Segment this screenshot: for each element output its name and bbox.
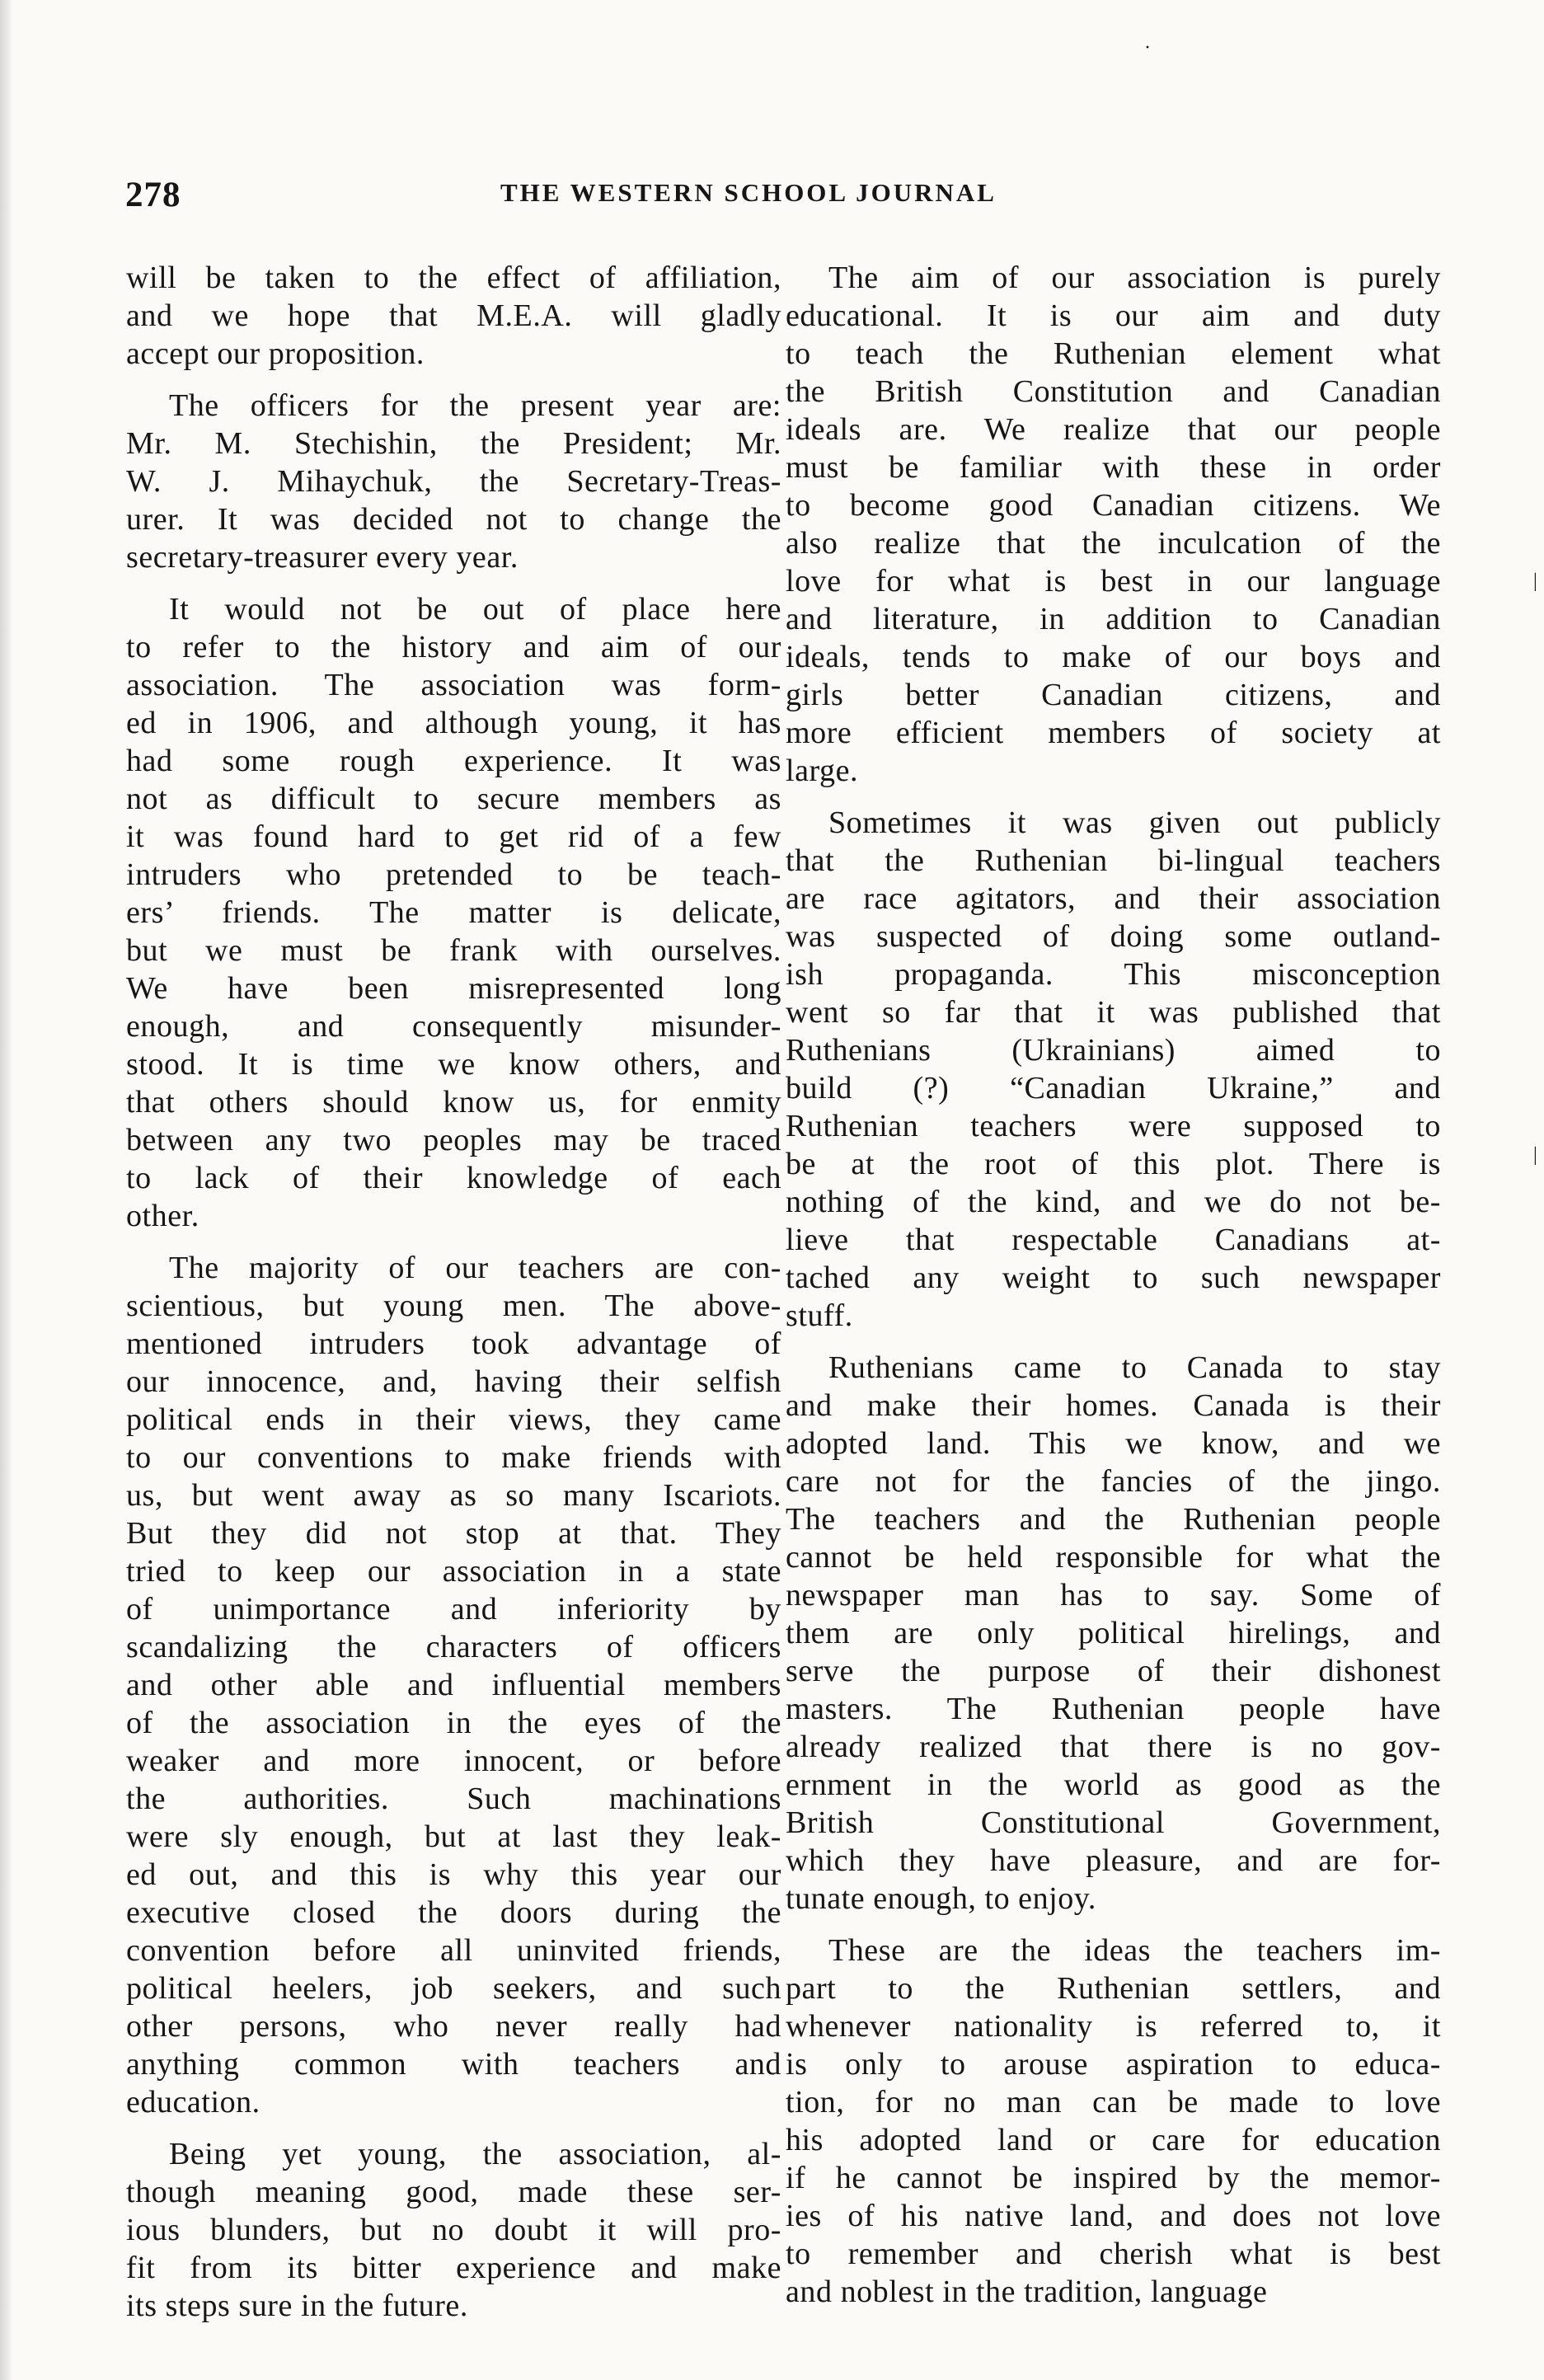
text-line: which they have pleasure, and are for- [786, 1843, 1441, 1878]
paragraph [786, 1932, 1441, 2311]
text-line: It would not be out of place here [169, 592, 781, 627]
text-line: is only to arouse aspiration to educa- [786, 2047, 1441, 2082]
paragraph [786, 804, 1441, 1335]
text-line: anything common with teachers and [126, 2047, 781, 2082]
text-line: stood. It is time we know others, and [126, 1047, 781, 1082]
text-line: that the Ruthenian bi-lingual teachers [786, 843, 1441, 878]
text-line: nothing of the kind, and we do not be- [786, 1185, 1441, 1219]
text-line: also realize that the inculcation of the [786, 526, 1441, 561]
page-number: 278 [125, 176, 181, 214]
text-line: weaker and more innocent, or before [126, 1744, 781, 1778]
text-line: to refer to the history and aim of our [126, 630, 781, 664]
text-line: be at the root of this plot. There is [786, 1147, 1441, 1181]
text-line: We have been misrepresented long [126, 971, 781, 1006]
text-line: lieve that respectable Canadians at- [786, 1223, 1441, 1257]
text-line: cannot be held responsible for what the [786, 1540, 1441, 1575]
text-line: tried to keep our association in a state [126, 1554, 781, 1589]
text-line: The teachers and the Ruthenian people [786, 1502, 1441, 1537]
text-line: between any two peoples may be traced [126, 1123, 781, 1157]
paragraph [126, 2135, 781, 2325]
text-line: accept our proposition. [126, 336, 425, 371]
text-line: care not for the fancies of the jingo. [786, 1464, 1441, 1499]
text-line: executive closed the doors during the [126, 1895, 781, 1930]
text-line: fit from its bitter experience and make [126, 2251, 781, 2285]
text-line: ernment in the world as good as the [786, 1767, 1441, 1802]
text-line: Ruthenian teachers were supposed to [786, 1109, 1441, 1143]
right-column [786, 259, 1441, 2325]
text-line: Being yet young, the association, al- [169, 2137, 781, 2171]
text-line: was suspected of doing some outland- [786, 919, 1441, 954]
text-line: enough, and consequently misunder- [126, 1009, 781, 1044]
scan-speck: · [1144, 37, 1151, 59]
text-line: educational. It is our aim and duty [786, 298, 1441, 333]
text-line: political heelers, job seekers, and such [126, 1971, 781, 2006]
text-line: its steps sure in the future. [126, 2288, 468, 2323]
text-line: had some rough experience. It was [126, 744, 781, 778]
text-line: But they did not stop at that. They [126, 1516, 781, 1551]
running-title: THE WESTERN SCHOOL JOURNAL [500, 178, 997, 207]
text-line: ed out, and this is why this year our [126, 1857, 781, 1892]
text-line: and literature, in addition to Canadian [786, 602, 1441, 636]
text-line: not as difficult to secure members as [126, 782, 781, 816]
margin-mark: | [1533, 570, 1537, 592]
text-line: will be taken to the effect of affiliation, [126, 261, 781, 295]
text-line: our innocence, and, having their selfish [126, 1364, 781, 1399]
page-header [125, 175, 1452, 224]
text-line: masters. The Ruthenian people have [786, 1692, 1441, 1726]
text-line: are race agitators, and their association [786, 881, 1441, 916]
text-line: ed in 1906, and although young, it has [126, 706, 781, 740]
text-line: British Constitutional Government, [786, 1805, 1441, 1840]
text-line: if he cannot be inspired by the memor- [786, 2161, 1441, 2195]
text-line: love for what is best in our language [786, 564, 1441, 599]
text-line: Mr. M. Stechishin, the President; Mr. [126, 426, 781, 461]
text-line: serve the purpose of their dishonest [786, 1654, 1441, 1688]
text-line: The officers for the present year are: [169, 388, 781, 423]
text-line: political ends in their views, they came [126, 1402, 781, 1437]
text-line: went so far that it was published that [786, 995, 1441, 1030]
text-line: and we hope that M.E.A. will gladly [126, 298, 781, 333]
page-edge-shadow [0, 0, 12, 2380]
margin-mark: | [1533, 1144, 1537, 1166]
text-line: ers’ friends. The matter is delicate, [126, 895, 781, 930]
text-line: of unimportance and inferiority by [126, 1592, 781, 1627]
text-line: to our conventions to make friends with [126, 1440, 781, 1475]
text-line: ious blunders, but no doubt it will pro- [126, 2213, 781, 2247]
paragraph [126, 1249, 781, 2121]
text-line: of the association in the eyes of the [126, 1706, 781, 1740]
text-line: tached any weight to such newspaper [786, 1260, 1441, 1295]
text-line: ish propaganda. This misconception [786, 957, 1441, 992]
text-line: and noblest in the tradition, language [786, 2274, 1268, 2309]
text-line: association. The association was form- [126, 668, 781, 702]
text-line: to lack of their knowledge of each [126, 1161, 781, 1195]
paragraph [126, 387, 781, 576]
text-line: build (?) “Canadian Ukraine,” and [786, 1071, 1441, 1106]
left-column [126, 259, 781, 2339]
text-line: W. J. Mihaychuk, the Secretary-Treas- [126, 464, 781, 499]
paragraph [126, 590, 781, 1235]
text-line: must be familiar with these in order [786, 450, 1441, 485]
text-line: education. [126, 2085, 260, 2119]
text-line: scandalizing the characters of officers [126, 1630, 781, 1664]
text-line: girls better Canadian citizens, and [786, 678, 1441, 712]
text-line: us, but went away as so many Iscariots. [126, 1478, 781, 1513]
text-line: the British Constitution and Canadian [786, 374, 1441, 409]
text-line: more efficient members of society at [786, 716, 1441, 750]
text-line: but we must be frank with ourselves. [126, 933, 781, 968]
text-line: them are only political hirelings, and [786, 1616, 1441, 1650]
text-line: already realized that there is no gov- [786, 1730, 1441, 1764]
text-line: to become good Canadian citizens. We [786, 488, 1441, 523]
text-line: mentioned intruders took advantage of [126, 1326, 781, 1361]
text-line: though meaning good, made these ser- [126, 2175, 781, 2209]
text-line: The majority of our teachers are con- [169, 1251, 781, 1285]
text-line: Sometimes it was given out publicly [828, 805, 1441, 840]
text-line: Ruthenians came to Canada to stay [828, 1350, 1441, 1385]
text-line: and other able and influential members [126, 1668, 781, 1702]
text-line: adopted land. This we know, and we [786, 1426, 1441, 1461]
text-line: Ruthenians (Ukrainians) aimed to [786, 1033, 1441, 1068]
text-line: to remember and cherish what is best [786, 2237, 1441, 2271]
text-line: These are the ideas the teachers im- [828, 1933, 1441, 1968]
text-line: convention before all uninvited friends, [126, 1933, 781, 1968]
text-line: urer. It was decided not to change the [126, 502, 781, 537]
text-line: large. [786, 753, 859, 788]
text-line: the authorities. Such machinations [126, 1781, 781, 1816]
paragraph [786, 259, 1441, 790]
text-line: ideals are. We realize that our people [786, 412, 1441, 447]
text-line: secretary-treasurer every year. [126, 540, 519, 575]
text-line: part to the Ruthenian settlers, and [786, 1971, 1441, 2006]
paragraph [126, 259, 781, 373]
text-line: were sly enough, but at last they leak- [126, 1819, 781, 1854]
text-line: whenever nationality is referred to, it [786, 2009, 1441, 2044]
text-line: The aim of our association is purely [828, 261, 1441, 295]
text-line: to teach the Ruthenian element what [786, 336, 1441, 371]
text-line: newspaper man has to say. Some of [786, 1578, 1441, 1612]
paragraph [786, 1349, 1441, 1918]
text-line: it was found hard to get rid of a few [126, 819, 781, 854]
text-line: stuff. [786, 1298, 853, 1333]
text-line: his adopted land or care for education [786, 2123, 1441, 2157]
text-line: ies of his native land, and does not love [786, 2199, 1441, 2233]
text-line: tunate enough, to enjoy. [786, 1881, 1096, 1916]
text-line: intruders who pretended to be teach- [126, 857, 781, 892]
text-line: tion, for no man can be made to love [786, 2085, 1441, 2119]
text-line: other. [126, 1199, 199, 1233]
text-line: scientious, but young men. The above- [126, 1289, 781, 1323]
text-line: ideals, tends to make of our boys and [786, 640, 1441, 674]
text-line: that others should know us, for enmity [126, 1085, 781, 1120]
text-line: other persons, who never really had [126, 2009, 781, 2044]
text-line: and make their homes. Canada is their [786, 1388, 1441, 1423]
